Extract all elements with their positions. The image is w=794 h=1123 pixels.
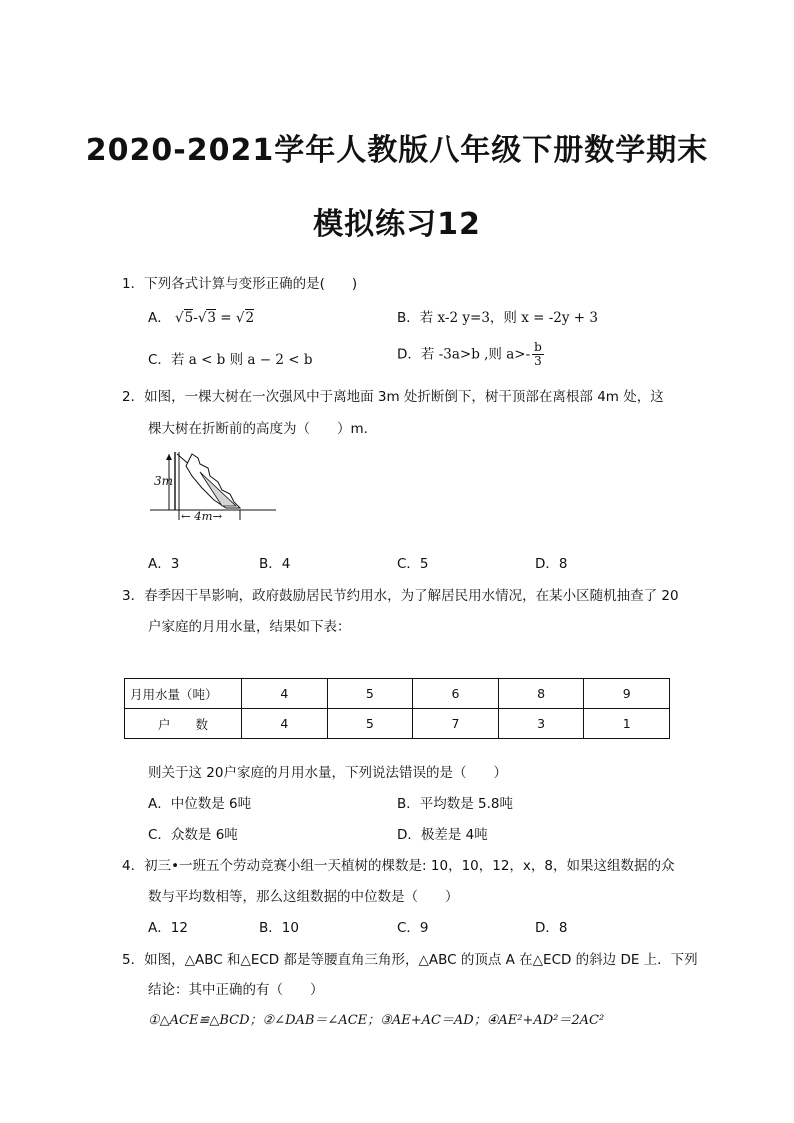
table-cell: 5 [327, 679, 413, 709]
q3-option-a: A．中位数是 6吨 [148, 796, 252, 812]
sqrt-sign: √ [235, 310, 245, 326]
table-row-header: 月用水量（吨） [125, 679, 242, 709]
q2-option-c: C．5 [397, 556, 429, 572]
question-stem: 如图，一棵大树在一次强风中于离地面 3m 处折断倒下，树干顶部在离根部 4m 处，这 [144, 389, 664, 405]
q2-option-d: D．8 [535, 556, 568, 572]
q3-option-d: D．极差是 4吨 [397, 827, 488, 843]
q3-option-c: C．众数是 6吨 [148, 827, 238, 843]
q3-option-b: B．平均数是 5.8吨 [397, 796, 514, 812]
table-cell: 4 [242, 709, 328, 739]
document-title-line1: 2020-2021学年人教版八年级下册数学期末 [85, 133, 709, 168]
option-text: 若 -3a>b ,则 a>- [420, 346, 531, 363]
q1-option-b [397, 306, 598, 326]
height-arrow-top [166, 454, 172, 460]
fraction [532, 341, 544, 368]
question-stem: 春季因干旱影响，政府鼓励居民节约用水，为了解居民用水情况，在某小区随机抽查了 20 [144, 588, 679, 604]
question-2 [122, 385, 664, 405]
document-title-line2: 模拟练习12 [313, 207, 481, 242]
broken-tree-figure [150, 448, 278, 526]
radicand: 2 [245, 310, 255, 326]
table-cell: 9 [584, 679, 670, 709]
option-text: 若 x-2 y=3，则 x = -2y + 3 [419, 310, 598, 326]
question-5-line2: 结论：其中正确的有（ ） [148, 982, 324, 998]
fallen-tree-crown [186, 454, 240, 508]
table-cell: 7 [413, 709, 499, 739]
question-number: 4． [122, 858, 145, 874]
table-row [125, 709, 670, 739]
question-2-line2: 棵大树在折断前的高度为（ ）m． [148, 421, 378, 437]
table-cell: 1 [584, 709, 670, 739]
question-4 [122, 854, 675, 874]
table-cell: 8 [498, 679, 584, 709]
q1-option-d [397, 341, 544, 368]
question-number: 5． [122, 952, 145, 968]
q4-option-a: A．12 [148, 920, 188, 936]
q4-option-c: C．9 [397, 920, 429, 936]
radicand: 3 [207, 310, 217, 326]
option-label: A． [148, 310, 171, 326]
question-number: 3． [122, 588, 145, 604]
q2-option-b: B．4 [259, 556, 291, 572]
table-cell: 5 [327, 709, 413, 739]
question-stem: 下列各式计算与变形正确的是( ) [144, 276, 358, 292]
table-cell: 6 [413, 679, 499, 709]
q1-option-c [148, 348, 312, 368]
option-label: D． [397, 346, 421, 363]
q4-option-b: B．10 [259, 920, 299, 936]
base-length-label: ← 4m→ [181, 509, 223, 523]
sqrt-sign: √ [175, 310, 184, 326]
fraction-numerator: b [534, 340, 542, 354]
q4-option-d: D．8 [535, 920, 568, 936]
q1-option-a [148, 306, 254, 326]
water-usage-table [124, 678, 670, 739]
minus-sign: - [193, 310, 198, 326]
question-3 [122, 584, 679, 604]
table-cell: 3 [498, 709, 584, 739]
question-number: 1． [122, 276, 145, 292]
q2-option-a: A．3 [148, 556, 180, 572]
sqrt-sign: √ [197, 310, 207, 326]
option-label: B． [397, 310, 420, 326]
radicand: 5 [184, 310, 194, 326]
question-5-conclusions: ①△ACE≌△BCD；②∠DAB＝∠ACE；③AE+AC＝AD；④AE²+AD²＝2AC² [148, 1013, 605, 1028]
question-stem: 初三•一班五个劳动竞赛小组一天植树的棵数是: 10，10，12，x，8，如果这组数据的众 [144, 858, 675, 874]
table-cell: 4 [242, 679, 328, 709]
question-3-line2: 户家庭的月用水量，结果如下表： [148, 619, 351, 635]
question-number: 2． [122, 389, 145, 405]
height-label: 3m [154, 474, 174, 488]
question-1 [122, 272, 357, 292]
fraction-denominator: 3 [534, 354, 542, 368]
question-stem: 如图，△ABC 和△ECD 都是等腰直角三角形，△ABC 的顶点 A 在△ECD 的斜边 DE 上．下列 [144, 952, 698, 968]
question-3-follow: 则关于这 20户家庭的月用水量，下列说法错误的是（ ） [148, 765, 507, 781]
table-row-header: 户 数 [125, 709, 242, 739]
equals-sign: = [216, 310, 236, 326]
question-4-line2: 数与平均数相等，那么这组数据的中位数是（ ） [148, 889, 459, 905]
option-label: C． [148, 352, 171, 368]
table-row [125, 679, 670, 709]
option-text: 若 a < b 则 a − 2 < b [170, 352, 313, 368]
question-5 [122, 948, 698, 968]
